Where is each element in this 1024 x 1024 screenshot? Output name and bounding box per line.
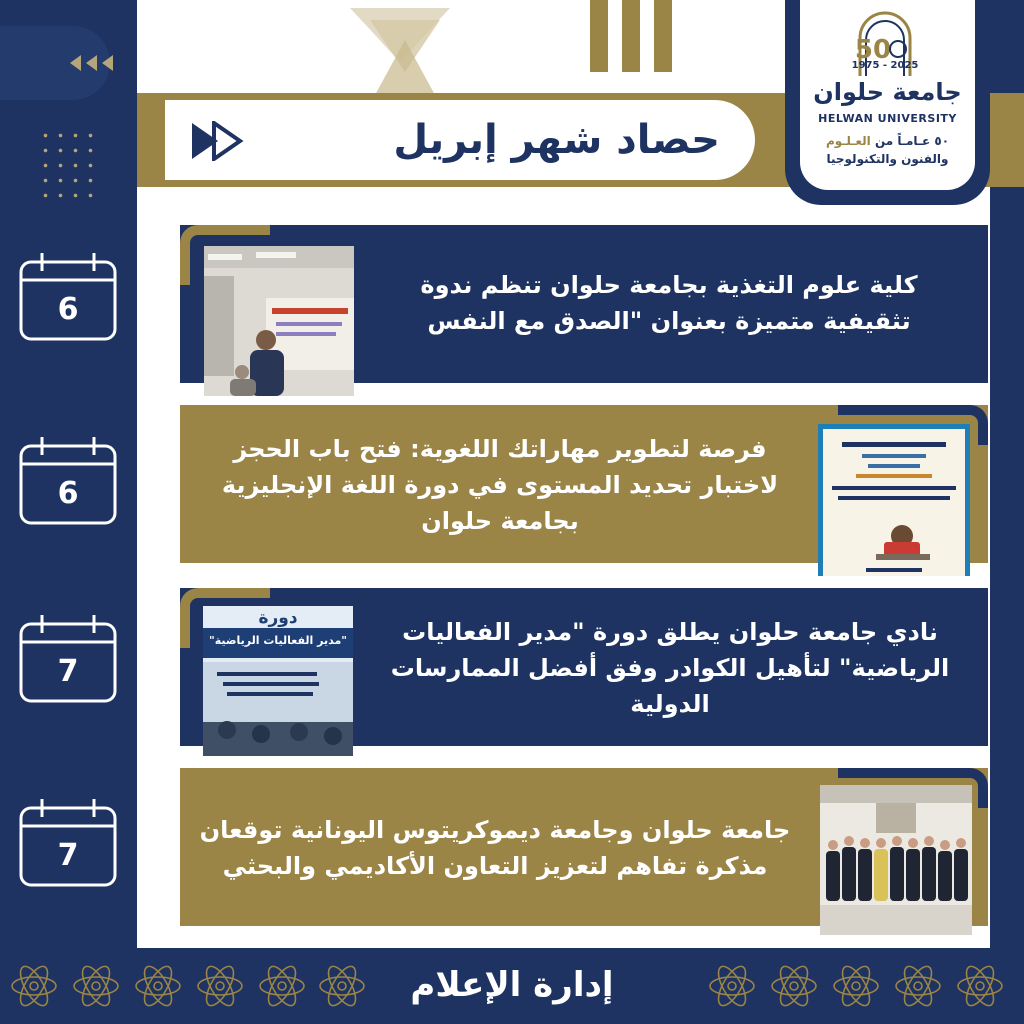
- atom-ornament-icon: [706, 956, 758, 1016]
- calendar-icon: [18, 612, 118, 704]
- calendar-day: 7: [57, 838, 79, 873]
- logo-tagline-line1: ٥٠ عـامـاً من العـلـوم: [825, 134, 950, 148]
- gold-stripes-decoration: [590, 0, 690, 80]
- atom-ornament-icon: [8, 956, 60, 1016]
- seminar-photo: [204, 246, 354, 396]
- footer-label: إدارة الإعلام: [410, 965, 614, 1005]
- logo-tagline-line2: والفنون والتكنولوجيا: [826, 152, 949, 166]
- arrow-left-icon: [102, 55, 113, 71]
- calendar-icon: [18, 434, 118, 526]
- atom-ornament-icon: [256, 956, 308, 1016]
- logo-name-ar: جامعة حلوان: [813, 78, 962, 106]
- calendar-day: 7: [57, 654, 79, 689]
- course-flyer: [818, 424, 970, 576]
- fast-forward-icon: [190, 121, 250, 161]
- group-photo: [820, 785, 972, 935]
- page-title: حصاد شهر إبريل: [393, 117, 720, 163]
- flyer-title-line2: "مدير الفعاليات الرياضية": [208, 634, 347, 647]
- atom-ornament-icon: [316, 956, 368, 1016]
- logo-name-en: HELWAN UNIVERSITY: [818, 112, 957, 125]
- arrow-left-icon: [86, 55, 97, 71]
- news-title-1[interactable]: كلية علوم التغذية بجامعة حلوان تنظم ندوة تثقيفية متميزة بعنوان "الصدق مع النفس: [420, 271, 918, 335]
- flyer-title-line1: دورة: [258, 608, 298, 628]
- university-emblem-icon: [840, 6, 930, 86]
- calendar-icon: [18, 250, 118, 342]
- atom-ornament-icon: [194, 956, 246, 1016]
- calendar-day: 6: [57, 476, 79, 511]
- calendar-icon: [18, 796, 118, 888]
- logo-years: 1975 - 2025: [851, 60, 919, 71]
- news-title-3[interactable]: نادي جامعة حلوان يطلق دورة "مدير الفعاليات الرياضية" لتأهيل الكوادر وفق أفضل الممارسات الدولية: [390, 617, 950, 718]
- left-arrows-decoration: [0, 26, 110, 100]
- atom-ornament-icon: [954, 956, 1006, 1016]
- calendar-day: 6: [57, 292, 79, 327]
- news-title-2[interactable]: فرصة لتطوير مهاراتك اللغوية: فتح باب الحجز لاختبار تحديد المستوى في دورة اللغة الإنجليزية بجامعة حلوان: [221, 435, 779, 535]
- anniversary-number: 50: [854, 35, 892, 65]
- atom-ornament-icon: [768, 956, 820, 1016]
- triangles-decoration: [350, 0, 460, 95]
- news-image-1[interactable]: [204, 246, 354, 396]
- arrow-left-icon: [70, 55, 81, 71]
- atom-ornament-icon: [70, 956, 122, 1016]
- sports-course-flyer: [203, 606, 353, 756]
- atom-ornament-icon: [830, 956, 882, 1016]
- atom-ornament-icon: [132, 956, 184, 1016]
- news-title-4[interactable]: جامعة حلوان وجامعة ديموكريتوس اليونانية توقعان مذكرة تفاهم لتعزيز التعاون الأكاديمي والبحثي: [199, 815, 791, 880]
- atom-ornament-icon: [892, 956, 944, 1016]
- news-image-4[interactable]: [820, 785, 972, 935]
- news-image-2[interactable]: [818, 424, 970, 576]
- news-image-3[interactable]: [203, 606, 353, 756]
- dots-grid-decoration: [38, 128, 98, 208]
